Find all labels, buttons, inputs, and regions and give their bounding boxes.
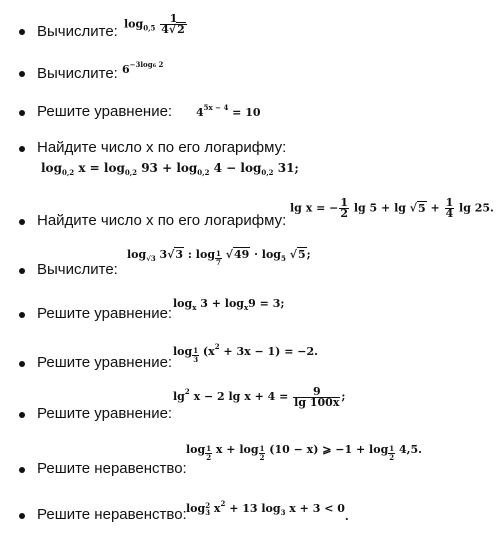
- task-formula: log 2 3 $x^2 + 13$ $\log_3 x + 3 < 0$.: [186, 499, 349, 523]
- bullet-icon: [19, 268, 25, 274]
- task-formula: $\log_{0,2} x = \log_{0,2} 93 + \log_{0,2} 4 - \log_{0,2} 31$;: [41, 161, 299, 177]
- task-label: Найдите число х по его логарифму:: [37, 212, 287, 229]
- bullet-icon: [19, 146, 25, 152]
- task-formula: lg x = − $\frac{1}{2}$ lg 5 + lg √5 + $\frac{1}{4}$ lg 25.: [290, 196, 494, 220]
- bullet-icon: [19, 71, 25, 77]
- task-label: Вычислите:: [37, 65, 118, 82]
- bullet-icon: [19, 110, 25, 116]
- task-label: Решите уравнение:: [37, 405, 173, 422]
- task-formula: $\log_x 3 + \log_x9 = 3$;: [173, 297, 285, 312]
- bullet-icon: [19, 513, 25, 519]
- task-label: Вычислите:: [37, 261, 118, 278]
- task-formula: log $\frac{1}{3} (x^2 + 3x - 1) = -2$.: [173, 342, 318, 364]
- bullet-icon: [19, 312, 25, 318]
- task-formula: $6^{-3log6 2}$: [122, 60, 164, 76]
- task-label: Вычислите:: [37, 23, 118, 40]
- task-label: Решите неравенство:: [37, 460, 187, 477]
- task-label: Найдите число х по его логарифму:: [37, 139, 287, 156]
- task-label: Решите уравнение:: [37, 305, 173, 322]
- task-formula: $4^{5x - 4} = 10$: [196, 103, 261, 119]
- task-label: Решите уравнение:: [37, 103, 173, 120]
- task-label: Решите неравенство:: [37, 506, 187, 523]
- bullet-icon: [19, 361, 25, 367]
- task-formula: $\log_{0,5}$ $\frac{1}{4√2}$: [124, 12, 185, 36]
- task-formula: $\lg^2 x - 2$ lg x + 4 = $\frac{9}{\lg 100x}$ ;: [173, 384, 346, 409]
- bullet-icon: [19, 467, 25, 473]
- bullet-icon: [19, 412, 25, 418]
- bullet-icon: [19, 29, 25, 35]
- task-label: Решите уравнение:: [37, 354, 173, 371]
- task-formula: log $\frac{1}{2}$ x + log $\frac{1}{2} (10 - x)$ ⩾ −1 + log $\frac{1}{2} 4,5$.: [186, 443, 422, 462]
- bullet-icon: [19, 219, 25, 225]
- task-formula: $\log_{√3} 3√3$ : log $\frac{1}{7} √49 \cdot \log_5 √5$;: [127, 248, 311, 267]
